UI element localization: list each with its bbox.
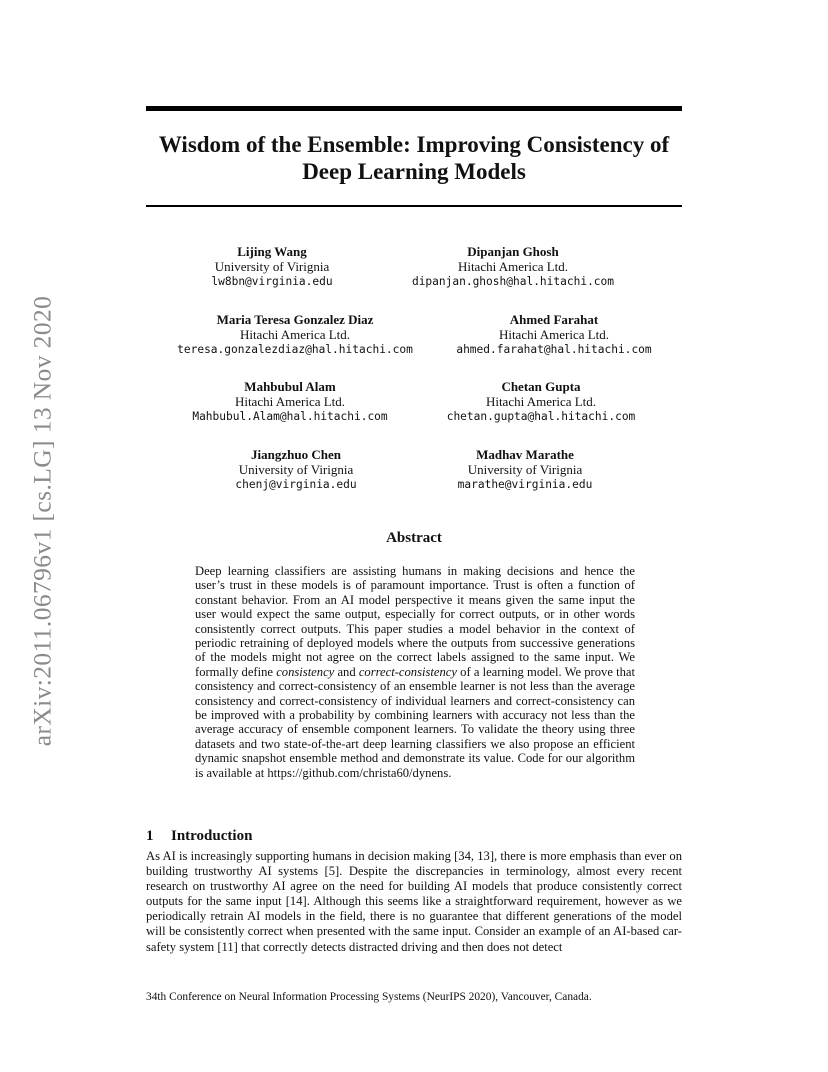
conference-footnote: 34th Conference on Neural Information Processing Systems (NeurIPS 2020), Vancouver, Canada. — [146, 991, 592, 1003]
author-affiliation: University of Virignia — [214, 259, 330, 274]
author-email[interactable]: ahmed.farahat@hal.hitachi.com — [456, 343, 652, 356]
section-number: 1 — [146, 828, 154, 844]
arxiv-id-text: arXiv:2011.06796v1 [cs.LG] 13 Nov 2020 — [27, 295, 56, 747]
author-affiliation: Hitachi America Ltd. — [239, 327, 351, 342]
abstract-text: Deep learning classifiers are assisting humans in making decisions and hence the user’s trust in these models is of paramount importance. Trust is often a function of constant behavior. From an AI model perspective it means given the same input the user would expect the same output, especially for correct outputs, or in other words consistently correct outputs. This paper studies a model behavior in the context of periodic retraining of deployed models where the outputs from successive generations of the models might not agree on the correct labels assigned to the same input. We formally define — [195, 564, 635, 679]
author-entry — [363, 244, 663, 289]
introduction-body: As AI is increasingly supporting humans in decision making [34, 13], there is more emphasis than ever on building trustworthy AI systems [5]. Despite the discrepancies in terminology, almost every recent research on trustworthy AI agree on the need for building AI models that produce consistently correct outputs for the same input [14]. Although this seems like a straightforward requirement, however as we periodically retrain AI models in the field, there is no guarantee that different generations of the model will be consistently correct when presented with the same input. Consider an example of an AI-based car-safety system [11] that correctly detects distracted driving and then does not detect — [146, 849, 682, 954]
author-affiliation: University of Virignia — [238, 462, 354, 477]
title-rule-top — [146, 106, 682, 111]
abstract-term-consistency: consistency — [276, 664, 335, 679]
author-name: Mahbubul Alam — [244, 379, 336, 394]
title-rule-bottom — [146, 205, 682, 207]
author-affiliation: Hitachi America Ltd. — [234, 394, 346, 409]
author-email[interactable]: lw8bn@virginia.edu — [211, 275, 333, 288]
abstract-heading: Abstract — [386, 530, 442, 546]
author-email[interactable]: teresa.gonzalezdiaz@hal.hitachi.com — [177, 343, 413, 356]
section-heading-introduction — [146, 828, 252, 845]
section-title: Introduction — [171, 828, 253, 844]
author-name: Lijing Wang — [237, 244, 307, 259]
author-email[interactable]: chenj@virginia.edu — [235, 478, 357, 491]
author-name: Jiangzhuo Chen — [251, 447, 341, 462]
abstract-text: of a learning model. We prove that consistency and correct-consistency of an ensemble learner is not less than the average consistency and correct-consistency of individual learners and correct-consistency can be improved with a probability by combining learners with accuracy not less than the average accuracy of ensemble component learners. To validate the theory using three datasets and two state-of-the-art deep learning classifiers we also propose an efficient dynamic snapshot ensemble method and demonstrate its value. Code for our algorithm is available at https://github.com/christa60/dynens. — [195, 664, 635, 780]
author-name: Maria Teresa Gonzalez Diaz — [216, 312, 374, 327]
author-affiliation: Hitachi America Ltd. — [498, 327, 610, 342]
author-affiliation: Hitachi America Ltd. — [485, 394, 597, 409]
side-arxiv-identifier — [20, 282, 64, 760]
abstract-text: and — [334, 664, 359, 679]
author-entry — [404, 312, 704, 357]
author-email[interactable]: marathe@virginia.edu — [457, 478, 593, 491]
author-email[interactable]: Mahbubul.Alam@hal.hitachi.com — [192, 410, 388, 423]
author-name: Chetan Gupta — [501, 379, 581, 394]
author-name: Dipanjan Ghosh — [467, 244, 559, 259]
author-name: Ahmed Farahat — [509, 312, 599, 327]
author-email[interactable]: dipanjan.ghosh@hal.hitachi.com — [411, 275, 615, 288]
author-affiliation: University of Virignia — [467, 462, 583, 477]
author-entry — [375, 447, 675, 492]
abstract-body — [195, 564, 635, 780]
author-affiliation: Hitachi America Ltd. — [457, 259, 569, 274]
author-entry — [391, 379, 691, 424]
author-entry — [145, 312, 445, 357]
author-email[interactable]: chetan.gupta@hal.hitachi.com — [446, 410, 636, 423]
paper-title: Wisdom of the Ensemble: Improving Consistency of Deep Learning Models — [158, 132, 670, 184]
abstract-term-correct-consistency: correct-consistency — [358, 664, 457, 679]
author-name: Madhav Marathe — [476, 447, 574, 462]
